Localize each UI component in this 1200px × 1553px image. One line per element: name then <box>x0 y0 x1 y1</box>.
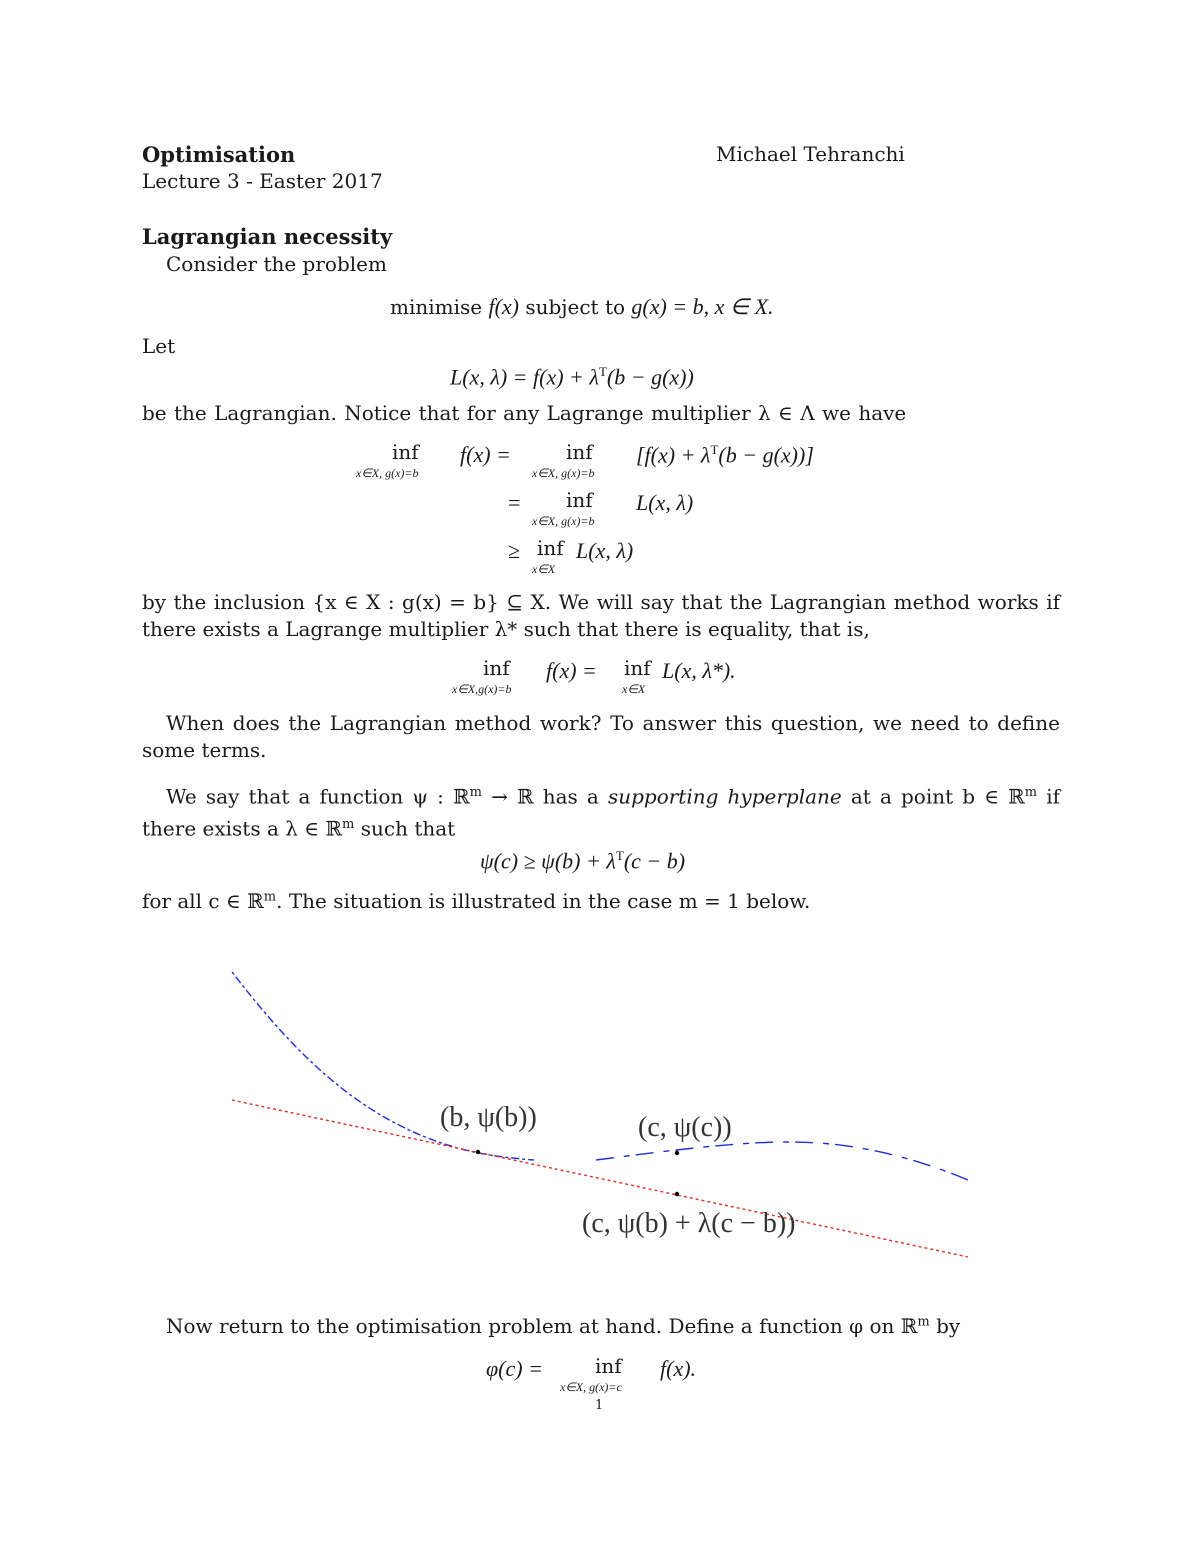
point-c-line <box>675 1192 679 1196</box>
question-paragraph: When does the Lagrangian method work? To answer this question, we need to define some terms. <box>142 711 1060 762</box>
inf-operator: inf <box>566 488 593 512</box>
let-text: Let <box>142 334 176 358</box>
inf-subscript: x∈X, g(x)=b <box>356 466 419 480</box>
support-inequality: $\psi(c) \ge \psi(b) + \lambda^T(c - b)$ <box>480 848 686 874</box>
for-all-text: for all c ∈ ℝ$^m$. The situation is illustrated in the case m = 1 below. <box>142 889 811 913</box>
inclusion-paragraph: by the inclusion {x ∈ X : g(x) = b} ⊆ X. We will say that the Lagrangian method works if there exists a Lagrange multiplier λ* such that there is equality, that is, <box>142 590 1060 641</box>
derivation-line1-right: $[f(x) + \lambda^T(b - g(x))]$ <box>636 442 814 468</box>
inf-subscript: x∈X, g(x)=b <box>532 466 595 480</box>
intro-text: Consider the problem <box>166 252 387 276</box>
point-b <box>476 1150 480 1154</box>
derivation-line3-eq: ≥ <box>508 538 521 563</box>
inf-operator: inf <box>624 656 651 680</box>
label-b: (b, ψ(b)) <box>440 1102 537 1133</box>
inf-operator: inf <box>537 536 564 560</box>
lagrangian-definition: L(x, $\lambda) = f(x) + \lambda^T(b - g(x))$ <box>450 364 694 390</box>
phi-left: φ(c) = <box>486 1356 543 1381</box>
return-text: Now return to the optimisation problem at hand. Define a function φ on ℝ$^m$ by <box>166 1314 961 1338</box>
inf-operator: inf <box>595 1354 622 1378</box>
derivation-line2-right: L(x, λ) <box>636 490 694 515</box>
label-c: (c, ψ(c)) <box>638 1112 732 1143</box>
problem-statement: minimise f(x) subject to g(x) = b, x ∈ X. <box>390 294 774 319</box>
equality-left: f(x) = <box>546 658 597 683</box>
label-line: (c, ψ(b) + λ(c − b)) <box>582 1208 796 1239</box>
definition-paragraph: We say that a function ψ : ℝ$^m$ → ℝ has a supporting hyperplane at a point b ∈ ℝ$^m$ if there exists a λ ∈ ℝ$^m$ such that <box>142 784 1060 841</box>
inf-subscript: x∈X, g(x)=b <box>532 514 595 528</box>
inf-operator: inf <box>392 440 419 464</box>
point-c-curve <box>675 1151 679 1155</box>
function-curve-right <box>596 1142 968 1180</box>
inf-operator: inf <box>483 656 510 680</box>
phi-right: f(x). <box>660 1356 697 1381</box>
notice-text: be the Lagrangian. Notice that for any Lagrange multiplier λ ∈ Λ we have <box>142 401 907 425</box>
page-number: 1 <box>595 1398 604 1413</box>
inf-subscript: x∈X, g(x)=c <box>560 1380 622 1394</box>
course-title: Optimisation <box>142 142 296 167</box>
derivation-line3-right: L(x, λ) <box>576 538 634 563</box>
lecture-info: Lecture 3 - Easter 2017 <box>142 169 383 193</box>
inf-operator: inf <box>566 440 593 464</box>
inf-subscript: x∈X,g(x)=b <box>452 682 512 696</box>
equality-right: L(x, λ*). <box>662 658 736 683</box>
section-title: Lagrangian necessity <box>142 224 393 249</box>
author: Michael Tehranchi <box>716 142 905 166</box>
derivation-line2-eq: = <box>508 490 521 515</box>
inf-subscript: x∈X <box>622 682 646 696</box>
inf-subscript: x∈X <box>532 562 556 576</box>
derivation-line1-left: f(x) = <box>460 442 511 467</box>
